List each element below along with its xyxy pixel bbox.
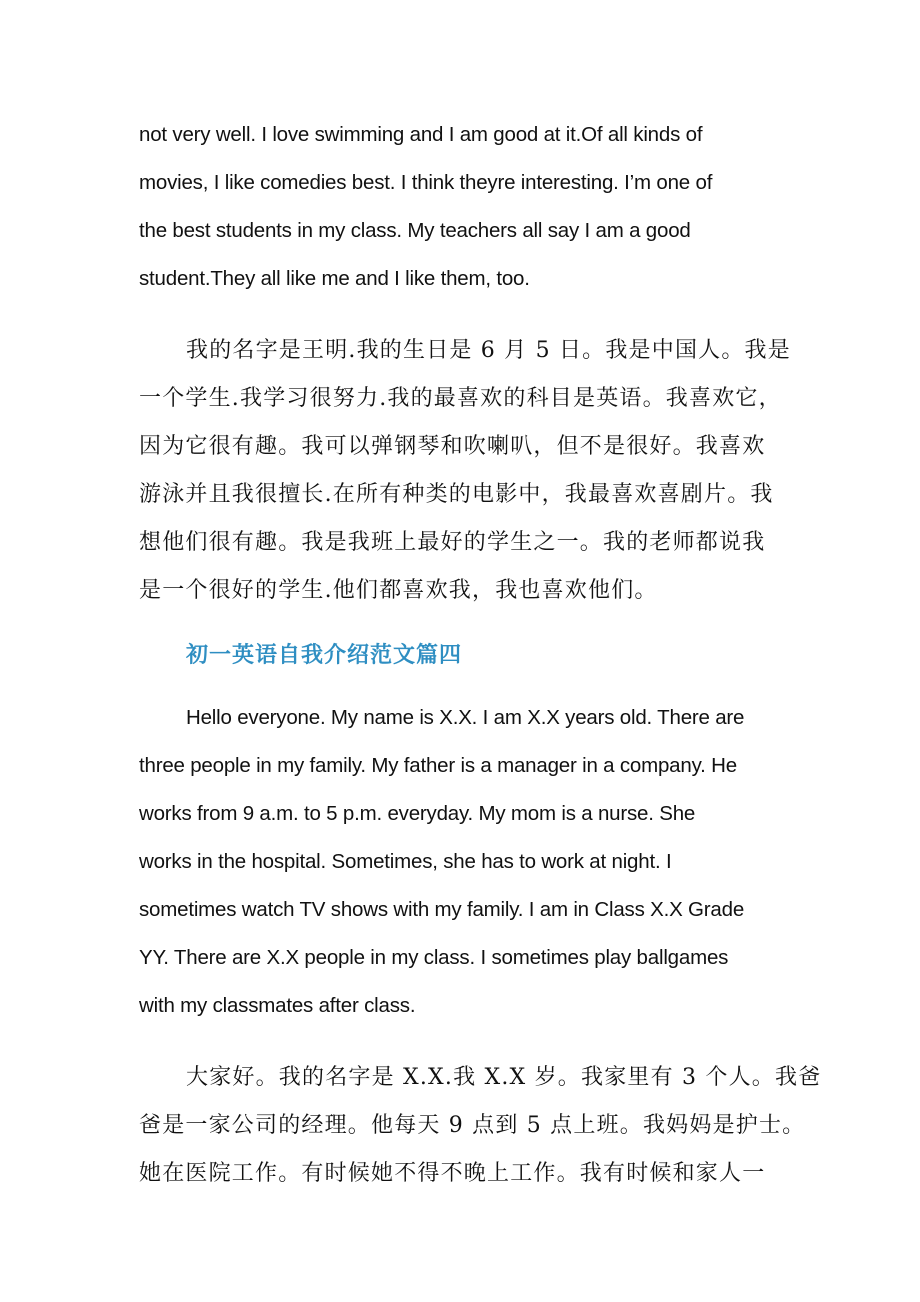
continued-english-line-1: not very well. I love swimming and I am good at it.Of all kinds of <box>139 123 703 146</box>
essay-english-line-6: YY. There are X.X people in my class. I sometimes play ballgames <box>139 946 729 969</box>
essay-english-line-2: three people in my family. My father is a manager in a company. He <box>139 754 737 777</box>
chinese-translation-1-line-2: 一个学生.我学习很努力.我的最喜欢的科目是英语。我喜欢它， <box>139 386 782 411</box>
chinese-translation-1-line-3: 因为它很有趣。我可以弹钢琴和吹喇叭，但不是很好。我喜欢 <box>139 434 766 459</box>
essay-english-line-7: with my classmates after class. <box>139 994 416 1017</box>
chinese-translation-1-line-5: 想他们很有趣。我是我班上最好的学生之一。我的老师都说我 <box>139 530 766 555</box>
chinese-translation-2-line-3: 她在医院工作。有时候她不得不晚上工作。我有时候和家人一 <box>139 1161 766 1186</box>
essay-english-line-4: works in the hospital. Sometimes, she has to work at night. I <box>139 850 672 873</box>
essay-english-line-1: Hello everyone. My name is X.X. I am X.X years old. There are <box>186 706 745 729</box>
essay-english-line-5: sometimes watch TV shows with my family. I am in Class X.X Grade <box>139 898 745 921</box>
chinese-translation-1-line-4: 游泳并且我很擅长.在所有种类的电影中，我最喜欢喜剧片。我 <box>139 482 774 507</box>
chinese-translation-2-line-1: 大家好。我的名字是 X.X.我 X.X 岁。我家里有 3 个人。我爸 <box>186 1065 822 1090</box>
essay-english-line-3: works from 9 a.m. to 5 p.m. everyday. My mom is a nurse. She <box>139 802 696 825</box>
chinese-translation-1-line-6: 是一个很好的学生.他们都喜欢我，我也喜欢他们。 <box>139 578 658 603</box>
continued-english-line-2: movies, I like comedies best. I think theyre interesting. I’m one of <box>139 171 713 194</box>
chinese-translation-1-line-1: 我的名字是王明.我的生日是 6 月 5 日。我是中国人。我是 <box>186 338 791 363</box>
section-heading: 初一英语自我介绍范文篇四 <box>186 643 463 668</box>
continued-english-line-3: the best students in my class. My teachers all say I am a good <box>139 219 691 242</box>
continued-english-line-4: student.They all like me and I like them, too. <box>139 267 530 290</box>
chinese-translation-2-line-2: 爸是一家公司的经理。他每天 9 点到 5 点上班。我妈妈是护士。 <box>139 1113 806 1138</box>
